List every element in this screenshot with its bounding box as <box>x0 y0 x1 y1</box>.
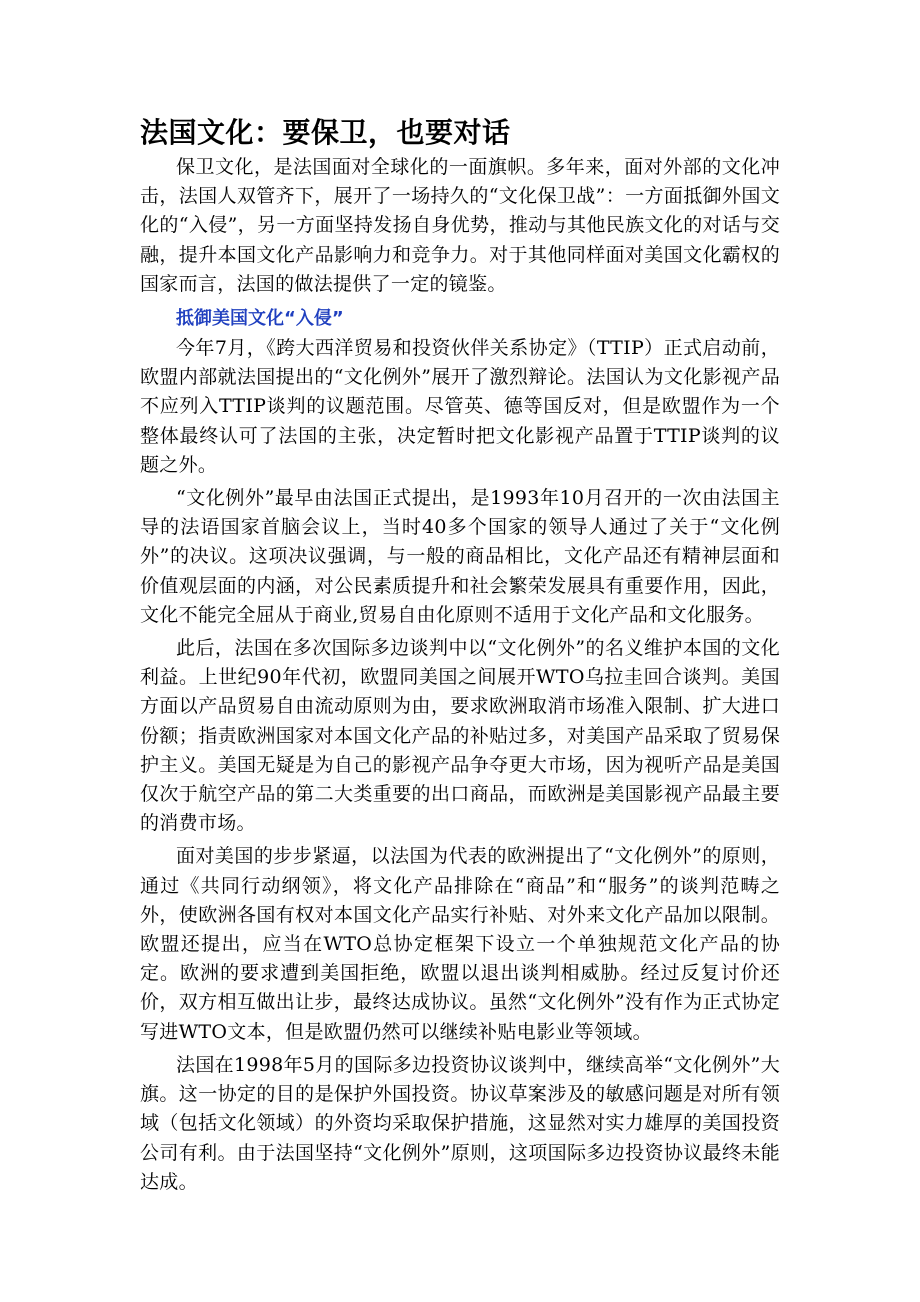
body-paragraph-2: “文化例外”最早由法国正式提出，是1993年10月召开的一次由法国主导的法语国家首脑会议上，当时40多个国家的领导人通过了关于“文化例外”的决议。这项决议强调，与一般的商品相比，文化产品还有精神层面和价值观层面的内涵，对公民素质提升和社会繁荣发展具有重要作用，因此，文化不能完全屈从于商业,贸易自由化原则不适用于文化产品和文化服务。 <box>140 487 780 626</box>
body-paragraph-3: 此后，法国在多次国际多边谈判中以“文化例外”的名义维护本国的文化利益。上世纪90年代初，欧盟同美国之间展开WTO乌拉圭回合谈判。美国方面以产品贸易自由流动原则为由，要求欧洲取消市场准入限制、扩大进口份额；指责欧洲国家对本国文化产品的补贴过多，对美国产品采取了贸易保护主义。美国无疑是为自己的影视产品争夺更大市场，因为视听产品是美国仅次于航空产品的第二大类重要的出口商品，而欧洲是美国影视产品最主要的消费市场。 <box>140 637 780 835</box>
intro-paragraph: 保卫文化，是法国面对全球化的一面旗帜。多年来，面对外部的文化冲击，法国人双管齐下，展开了一场持久的“文化保卫战”：一方面抵御外国文化的“入侵”，另一方面坚持发扬自身优势，推动与其他民族文化的对话与交融，提升本国文化产品影响力和竞争力。对于其他同样面对美国文化霸权的国家而言，法国的做法提供了一定的镜鉴。 <box>140 156 780 295</box>
body-paragraph-5: 法国在1998年5月的国际多边投资协议谈判中，继续高举“文化例外”大旗。这一协定的目的是保护外国投资。协议草案涉及的敏感问题是对所有领域（包括文化领域）的外资均采取保护措施，这显然对实力雄厚的美国投资公司有利。由于法国坚持“文化例外”原则，这项国际多边投资协议最终未能达成。 <box>140 1053 780 1193</box>
document-page <box>140 113 780 1201</box>
body-paragraph-1: 今年7月，《跨大西洋贸易和投资伙伴关系协定》（TTIP）正式启动前，欧盟内部就法国提出的“文化例外”展开了激烈辩论。法国认为文化影视产品不应列入TTIP谈判的议题范围。尽管英、德等国反对，但是欧盟作为一个整体最终认可了法国的主张，决定暂时把文化影视产品置于TTIP谈判的议题之外。 <box>140 337 780 476</box>
body-paragraph-4: 面对美国的步步紧逼，以法国为代表的欧洲提出了“文化例外”的原则，通过《共同行动纲领》，将文化产品排除在“商品”和“服务”的谈判范畴之外，使欧洲各国有权对本国文化产品实行补贴、对外来文化产品加以限制。欧盟还提出，应当在WTO总协定框架下设立一个单独规范文化产品的协定。欧洲的要求遭到美国拒绝，欧盟以退出谈判相威胁。经过反复讨价还价，双方相互做出让步，最终达成协议。虽然“文化例外”没有作为正式协定写进WTO文本，但是欧盟仍然可以继续补贴电影业等领域。 <box>140 845 780 1043</box>
section-heading: 抵御美国文化“入侵” <box>176 308 344 330</box>
page-title: 法国文化：要保卫，也要对话 <box>140 116 511 149</box>
